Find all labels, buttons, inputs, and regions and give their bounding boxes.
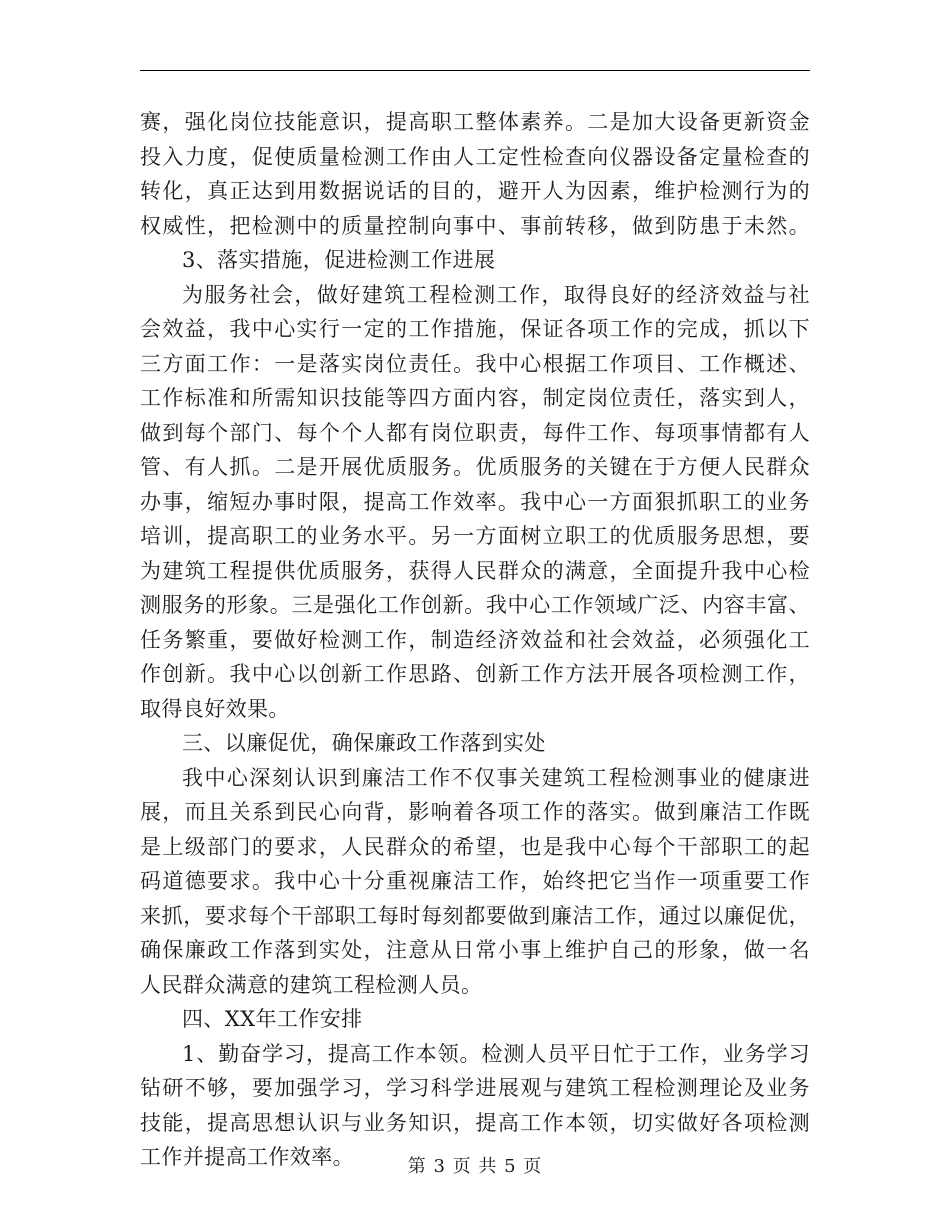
text-line: 展，而且关系到民心向背，影响着各项工作的落实。做到廉洁工作既 xyxy=(140,800,810,824)
text-line: 为服务社会，做好建筑工程检测工作，取得良好的经济效益与社 xyxy=(182,282,810,307)
text-line: 人民群众满意的建筑工程检测人员。 xyxy=(140,972,483,997)
section-heading: 3、落实措施，促进检测工作进展 xyxy=(182,248,496,272)
text-line: 作创新。我中心以创新工作思路、创新工作方法开展各项检测工作， xyxy=(140,662,810,686)
text-line: 转化，真正达到用数据说话的目的，避开人为因素，维护检测行为的 xyxy=(140,179,810,203)
text-line: 是上级部门的要求，人民群众的希望，也是我中心每个干部职工的起 xyxy=(140,834,810,859)
page-number-footer: 第 3 页 共 5 页 xyxy=(407,1156,543,1177)
document-body xyxy=(140,105,810,1175)
text-line: 赛，强化岗位技能意识，提高职工整体素养。二是加大设备更新资金 xyxy=(140,110,810,134)
text-line: 1、勤奋学习，提高工作本领。检测人员平日忙于工作，业务学习 xyxy=(182,1041,810,1066)
text-line: 任务繁重，要做好检测工作，制造经济效益和社会效益，必须强化工 xyxy=(140,627,810,652)
text-line: 测服务的形象。三是强化工作创新。我中心工作领域广泛、内容丰富、 xyxy=(140,593,810,617)
text-line: 管、有人抓。二是开展优质服务。优质服务的关键在于方便人民群众 xyxy=(140,455,810,479)
text-line: 工作并提高工作效率。 xyxy=(140,1145,354,1169)
text-line: 为建筑工程提供优质服务，获得人民群众的满意，全面提升我中心检 xyxy=(140,558,810,583)
text-line: 确保廉政工作落到实处，注意从日常小事上维护自己的形象，做一名 xyxy=(140,938,810,962)
text-line: 取得良好效果。 xyxy=(140,696,290,721)
text-line: 做到每个部门、每个个人都有岗位职责，每件工作、每项事情都有人 xyxy=(140,420,810,445)
text-line: 培训，提高职工的业务水平。另一方面树立职工的优质服务思想，要 xyxy=(140,524,810,548)
text-line: 投入力度，促使质量检测工作由人工定性检查向仪器设备定量检查的 xyxy=(140,144,810,169)
text-line: 工作标准和所需知识技能等四方面内容，制定岗位责任，落实到人， xyxy=(140,386,810,410)
text-line: 来抓，要求每个干部职工每时每刻都要做到廉洁工作，通过以廉促优， xyxy=(140,903,810,928)
text-line: 钻研不够，要加强学习，学习科学进展观与建筑工程检测理论及业务 xyxy=(140,1076,810,1100)
text-line: 码道德要求。我中心十分重视廉洁工作，始终把它当作一项重要工作 xyxy=(140,869,810,893)
section-heading: 四、XX年工作安排 xyxy=(182,1007,363,1031)
text-line: 权威性，把检测中的质量控制向事中、事前转移，做到防患于未然。 xyxy=(140,213,810,238)
text-line: 技能，提高思想认识与业务知识，提高工作本领，切实做好各项检测 xyxy=(140,1110,810,1135)
section-heading: 三、以廉促优，确保廉政工作落到实处 xyxy=(182,731,546,755)
text-line: 我中心深刻认识到廉洁工作不仅事关建筑工程检测事业的健康进 xyxy=(182,765,810,790)
text-line: 三方面工作：一是落实岗位责任。我中心根据工作项目、工作概述、 xyxy=(140,351,810,376)
text-line: 办事，缩短办事时限，提高工作效率。我中心一方面狠抓职工的业务 xyxy=(140,489,810,514)
text-line: 会效益，我中心实行一定的工作措施，保证各项工作的完成，抓以下 xyxy=(140,317,810,341)
header-rule xyxy=(140,70,810,71)
